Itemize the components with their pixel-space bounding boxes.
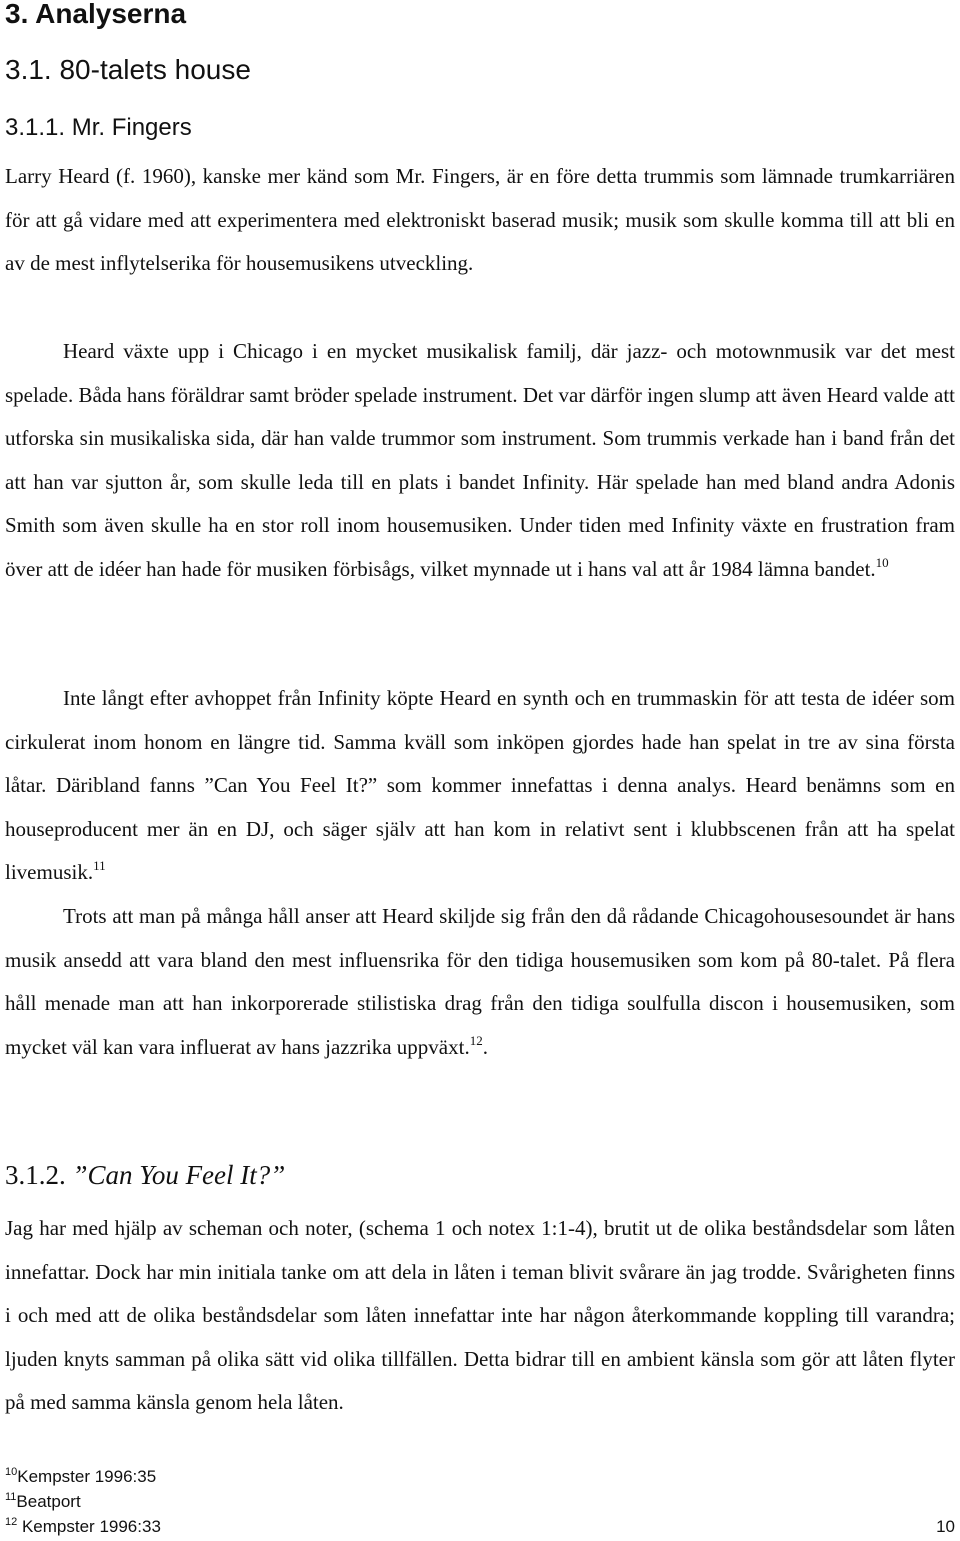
chapter-heading: 3. Analyserna bbox=[5, 0, 187, 29]
footnote-text: Kempster 1996:35 bbox=[17, 1467, 157, 1486]
paragraph-intro-text: Larry Heard (f. 1960), kanske mer känd som Mr. Fingers, är en före detta trummis som lämnade trumkarriären för att gå vidare med att experimentera med elektroniskt baserad musik; musik som skulle komma till att bli en av de mest inflytelserika för housemusikens utveckling. bbox=[5, 164, 955, 275]
paragraph-background-text: Heard växte upp i Chicago i en mycket musikalisk familj, där jazz- och motownmusik var det mest spelade. Båda hans föräldrar samt bröder spelade instrument. Det var därför ingen slump att även Heard valde att utforska sin musikaliska sida, där han valde trummor som instrument. Som trummis verkade han i band från det att han var sjutton år, som skulle leda till en plats i bandet Infinity. Här spelade han med bland andra Adonis Smith som även skulle ha en stor roll inom housemusiken. Under tiden med Infinity växte en frustration fram över att de idéer han hade för musiken förbisågs, vilket mynnade ut i hans val att år 1984 lämna bandet. bbox=[5, 339, 955, 581]
paragraph-influence-text: Trots att man på många håll anser att Heard skiljde sig från den då rådande Chicagohousesoundet är hans musik ansedd att vara bland den mest influensrika för den tidiga housemusiken som kom på 80-talet. På flera håll menade man att han inkorporerade stilistiska drag från den tidiga soulfulla discon i housemusiken, som mycket väl kan vara influerat av hans jazzrika uppväxt. bbox=[5, 904, 955, 1059]
subsection-heading: 3.1.1. Mr. Fingers bbox=[5, 114, 192, 141]
footnote-text: Beatport bbox=[16, 1492, 81, 1511]
paragraph-influence bbox=[5, 895, 955, 1069]
paragraph-analysis-text: Jag har med hjälp av scheman och noter, (schema 1 och notex 1:1-4), brutit ut de olika beståndsdelar som låten innefattar. Dock har min initiala tanke om att dela in låten i teman blivit svårare än jag trodde. Svårigheten finns i och med att de olika beståndsdelar som låten innefattar inte har någon återkommande koppling till varandra; ljuden knyts samman på olika sätt vid olika tillfällen. Detta bidrar till en ambient känsla som gör att låten flyter på med samma känsla genom hela låten. bbox=[5, 1216, 955, 1414]
footnote-number: 10 bbox=[5, 1466, 18, 1478]
paragraph-influence-end: . bbox=[482, 1034, 488, 1059]
paragraph-first-tracks bbox=[5, 677, 955, 895]
footnote-ref-11[interactable]: 11 bbox=[93, 858, 106, 873]
footnote-10 bbox=[5, 1464, 955, 1489]
paragraph-analysis bbox=[5, 1207, 955, 1425]
subsection-number: 3.1.2. bbox=[5, 1160, 66, 1190]
subsection-title: ”Can You Feel It?” bbox=[72, 1160, 286, 1190]
footnote-text: Kempster 1996:33 bbox=[17, 1517, 161, 1536]
paragraph-intro bbox=[5, 155, 955, 286]
page-number: 10 bbox=[936, 1517, 955, 1536]
footnotes bbox=[5, 1464, 955, 1539]
footnote-ref-10[interactable]: 10 bbox=[875, 554, 889, 570]
footnote-12 bbox=[5, 1514, 955, 1539]
footnote-11 bbox=[5, 1489, 955, 1514]
section-heading: 3.1. 80-talets house bbox=[5, 54, 251, 85]
footnote-number: 11 bbox=[5, 1491, 17, 1503]
footnote-number: 12 bbox=[5, 1516, 18, 1528]
footnote-ref-12[interactable]: 12 bbox=[469, 1032, 483, 1048]
subsection-heading-can-you-feel-it bbox=[5, 1160, 285, 1191]
paragraph-background bbox=[5, 330, 955, 591]
paragraph-first-tracks-text: Inte långt efter avhoppet från Infinity köpte Heard en synth och en trummaskin för att testa de idéer som cirkulerat inom honom en längre tid. Samma kväll som inköpen gjordes hade han spelat in tre av sina första låtar. Däribland fanns ”Can You Feel It?” som kommer innefattas i denna analys. Heard benämns som en houseproducent mer än en DJ, och säger själv att han kom in relativt sent i klubbscenen från att ha spelat livemusik. bbox=[5, 686, 955, 884]
